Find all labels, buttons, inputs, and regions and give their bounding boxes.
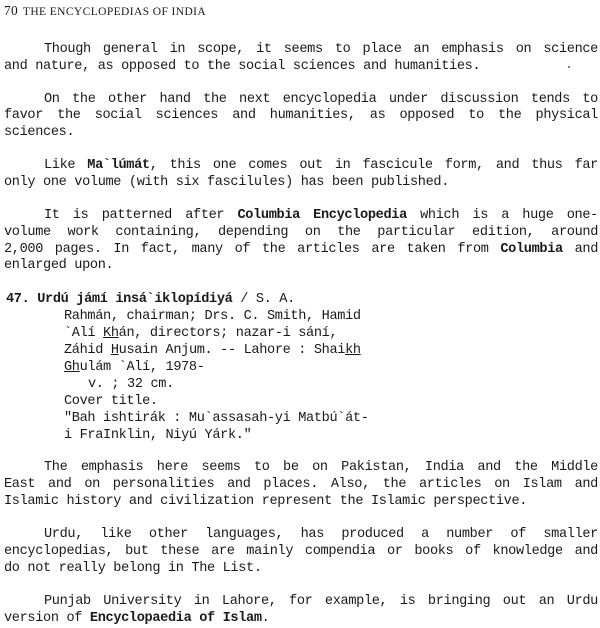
paragraph-5-line-1: The emphasis here seems to be on Pakistan, India and the Middle bbox=[44, 460, 598, 475]
paragraph-6-line-3: do not really belong in The List. bbox=[4, 561, 262, 576]
paragraph-2-line-3: sciences. bbox=[4, 125, 75, 140]
paragraph-4-line-1 bbox=[44, 208, 598, 224]
paragraph-7-line-1: Punjab University in Lahore, for example, is bringing out an Urdu bbox=[44, 594, 598, 609]
entry-47-line-9: i FraInklin, Niyú Yárk." bbox=[64, 428, 252, 443]
text-run: . bbox=[261, 611, 270, 626]
paragraph-3-line-2: only one volume (with six fascilules) has been published. bbox=[4, 175, 450, 190]
text-run: and bbox=[562, 242, 598, 257]
paragraph-1-line-1: Though general in scope, it seems to place an emphasis on science bbox=[44, 42, 598, 57]
paragraph-6-line-1: Urdu, like other languages, has produced a number of smaller bbox=[44, 527, 598, 542]
underlined-letters: kh bbox=[345, 343, 361, 358]
paragraph-1-line-2: and nature, as opposed to the social sciences and humanities. bbox=[4, 59, 481, 74]
text-run: Like bbox=[44, 158, 88, 173]
text-run: which is a huge one- bbox=[406, 208, 598, 223]
page-number: 70 bbox=[4, 3, 18, 18]
bold-title-columbia-encyclopedia: Columbia Encyclopedia bbox=[237, 208, 407, 223]
text-run: version of bbox=[4, 611, 90, 626]
running-head bbox=[4, 3, 206, 19]
bold-title-encyclopaedia-of-islam: Encyclopaedia of Islam bbox=[89, 611, 262, 626]
paragraph-5-line-2: East and on personalities and places. Also, the articles on Islam and bbox=[4, 477, 598, 492]
entry-47-line-6: v. ; 32 cm. bbox=[88, 377, 174, 392]
text-run: Záhid bbox=[64, 343, 111, 358]
paragraph-2-line-1: On the other hand the next encyclopedia under discussion tends to bbox=[44, 92, 598, 107]
text-run: ulám `Alí, 1978- bbox=[79, 360, 205, 375]
paragraph-6-line-2: encyclopedias, but these are mainly compendia or books of knowledge and bbox=[4, 544, 598, 559]
paragraph-2-line-2: favor the social sciences and humanities, as opposed to the physical bbox=[4, 108, 598, 123]
paragraph-4-line-4: enlarged upon. bbox=[4, 258, 114, 273]
paragraph-3-line-1 bbox=[44, 158, 598, 174]
text-run: `Alí bbox=[64, 326, 104, 341]
bold-title-malumat: Ma`lúmát bbox=[87, 158, 150, 173]
entry-47-line-1 bbox=[6, 292, 295, 308]
text-run: án, directors; nazar-i sání, bbox=[118, 326, 338, 341]
running-title: THE ENCYCLOPEDIAS OF INDIA bbox=[22, 6, 207, 18]
entry-47-line-2: Rahmán, chairman; Drs. C. Smith, Hamid bbox=[64, 309, 361, 324]
text-run: / S. A. bbox=[232, 292, 295, 307]
underlined-letters: Kh bbox=[103, 326, 119, 341]
entry-47-line-5 bbox=[64, 360, 205, 376]
text-run: 2,000 pages. In fact, many of the articles are taken from bbox=[4, 242, 501, 257]
paragraph-4-line-3 bbox=[4, 242, 598, 258]
bold-title-columbia: Columbia bbox=[500, 242, 563, 257]
paragraph-5-line-3: Islamic history and civilization represent the Islamic perspective. bbox=[4, 494, 528, 509]
speck-mark bbox=[568, 66, 570, 68]
paragraph-7-line-2 bbox=[4, 611, 269, 627]
text-run: , this one comes out in fascicule form, and thus far bbox=[149, 158, 598, 173]
underlined-letters: H bbox=[110, 343, 119, 358]
entry-title: Urdú jámí insá`iklopídiyá bbox=[37, 292, 233, 307]
text-run: usain Anjum. -- Lahore : Shai bbox=[118, 343, 346, 358]
paragraph-4-line-2: volume work containing, depending on the particular edition, around bbox=[4, 225, 598, 240]
entry-47-line-4 bbox=[64, 343, 361, 359]
entry-47-line-3 bbox=[64, 326, 337, 342]
entry-47-line-7: Cover title. bbox=[64, 394, 158, 409]
text-run: It is patterned after bbox=[44, 208, 238, 223]
entry-number: 47. bbox=[6, 292, 30, 307]
entry-47-line-8: "Bah ishtirák : Mu`assasah-yi Matbú`át- bbox=[64, 411, 369, 426]
underlined-letters: Gh bbox=[64, 360, 80, 375]
